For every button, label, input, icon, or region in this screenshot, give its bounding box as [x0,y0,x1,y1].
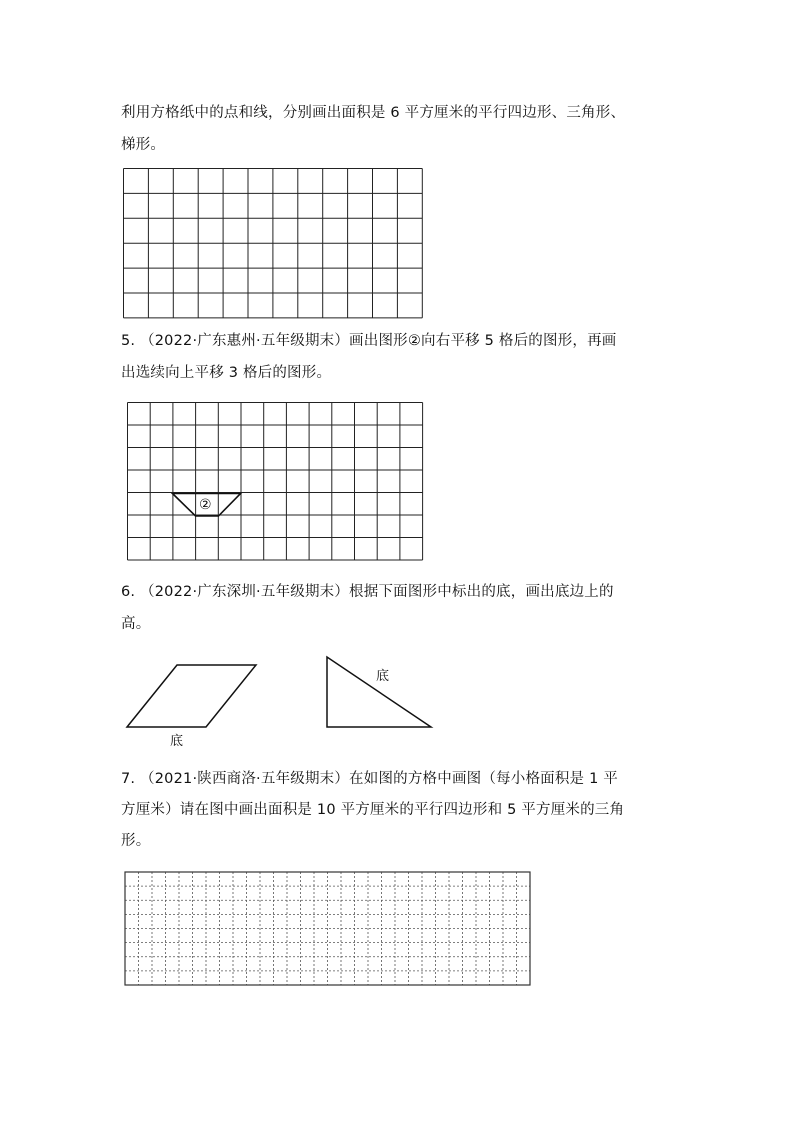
problem5-text-line2: 出选续向上平移 3 格后的图形。 [121,365,332,381]
problem7-text-line2: 方厘米）请在图中画出面积是 10 平方厘米的平行四边形和 5 平方厘米的三角 [121,802,625,818]
problem4-text-line1: 利用方格纸中的点和线，分别画出面积是 6 平方厘米的平行四边形、三角形、 [121,105,626,121]
problem4-grid [123,168,423,318]
problem6-text-line1: 6. （2022·广东深圳·五年级期末）根据下面图形中标出的底，画出底边上的 [121,584,614,600]
problem6-triangle [325,655,435,730]
problem5-grid [127,402,423,562]
problem4-text-line2: 梯形。 [121,137,166,153]
problem5-text-line1: 5. （2022·广东惠州·五年级期末）画出图形②向右平移 5 格后的图形，再画 [121,333,617,349]
problem6-text-line2: 高。 [121,616,151,632]
problem7-dotted-grid [124,871,532,987]
triangle-base-label: 底 [376,669,390,684]
problem6-parallelogram [124,663,264,733]
problem7-text-line3: 形。 [121,833,151,849]
problem7-text-line1: 7. （2021·陕西商洛·五年级期末）在如图的方格中画图（每小格面积是 1 平 [121,771,619,787]
trapezoid-label: ② [199,497,212,513]
parallelogram-base-label: 底 [170,734,184,749]
